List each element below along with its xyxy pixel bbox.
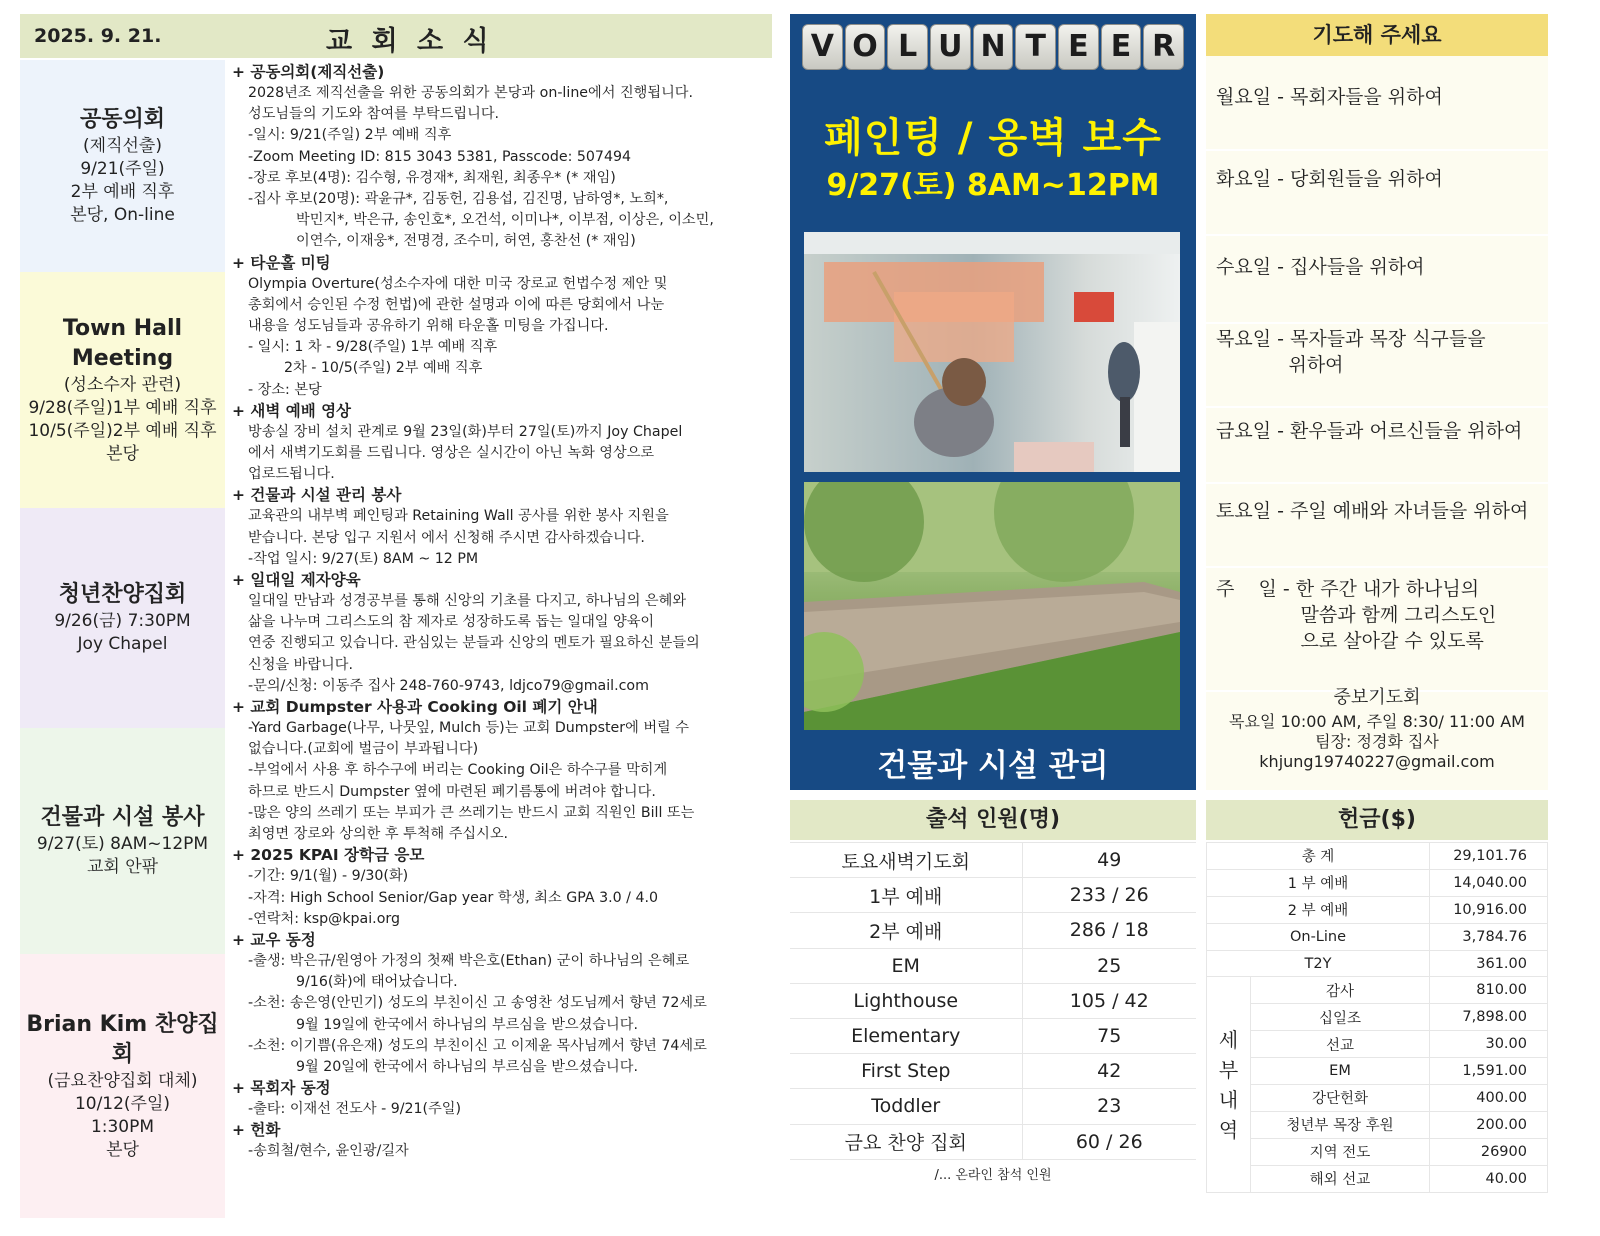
news-line: 방송실 장비 설치 관계로 9월 23일(화)부터 27일(토)까지 Joy Chapel [248,423,683,440]
offering-amount: 26900 [1430,1138,1548,1165]
attendance-count: 75 [1022,1018,1196,1053]
prayer-line: 금요일 - 환우들과 어르신들을 위하여 [1216,420,1523,442]
news-line: 2028년조 제직선출을 위한 공동의회가 본당과 on-line에서 진행됩니다. [248,85,693,101]
offering-amount: 14,040.00 [1430,869,1548,896]
news-line: 없습니다.(교회에 벌금이 부과됩니다) [248,741,479,758]
news-line: 교육관의 내부벽 페인팅과 Retaining Wall 공사를 위한 봉사 지원을 [248,508,669,525]
attendance-count: 42 [1022,1054,1196,1089]
news-line: -출타: 이재선 전도사 - 9/21(주일) [248,1101,462,1118]
prayer-item [1216,254,1425,280]
prayer-item [1216,576,1496,654]
event-line: 본당 [106,1140,139,1160]
news-line: 이연수, 이재웅*, 전명경, 조수미, 허연, 홍찬선 (* 재임) [296,233,636,250]
news-line: -문의/신청: 이동주 집사 248-760-9743, ldjco79@gmail.com [248,677,649,694]
attendance-label: 토요새벽기도회 [790,843,1022,878]
news-line: -출생: 박은규/원영아 가정의 첫째 박은호(Ethan) 군이 하나님의 은혜로 [248,952,690,969]
attendance-row [790,948,1196,983]
offering-detail-row [1207,1165,1548,1192]
meeting-leader: 팀장: 정경화 집사 [1315,732,1439,751]
event-line: 본당 [106,444,139,464]
volunteer-poster [790,14,1196,790]
news-line: 9월 19일에 한국에서 하나님의 부르심을 받으셨습니다. [296,1016,638,1033]
attendance-title: 출석 인원(명) [790,800,1196,840]
attendance-row [790,1089,1196,1124]
news-line: 9/16(화)에 태어났습니다. [296,974,458,991]
bulletin-date: 2025. 9. 21. [34,25,162,47]
church-news-section [20,14,772,1218]
offering-detail-char: 세 [1218,1027,1239,1052]
banner-letter-tile: O [845,24,886,70]
news-line: -기간: 9/1(월) - 9/30(화) [248,868,409,885]
event-line: Joy Chapel [77,634,168,654]
offering-label: 십일조 [1251,1004,1430,1031]
event-youth-worship [20,508,225,728]
news-item-heading: + 새벽 예배 영상 [232,401,352,420]
prayer-section [1206,14,1548,790]
news-header [20,14,772,58]
offering-amount: 7,898.00 [1430,1004,1548,1031]
news-line: 총회에서 승인된 수정 헌법)에 관한 설명과 이에 따른 당회에서 나눈 [248,296,665,313]
attendance-note: /... 온라인 참석 인원 [934,1168,1052,1183]
offering-amount: 400.00 [1430,1085,1548,1112]
prayer-line: 수요일 - 집사들을 위하여 [1216,256,1425,278]
news-line: -장로 후보(4명): 김수형, 유경재*, 최재원, 최종우* (* 재임) [248,169,616,186]
event-title: Town Hall Meeting [62,316,183,371]
attendance-label: Toddler [790,1089,1022,1124]
prayer-line: 토요일 - 주일 예배와 자녀들을 위하여 [1216,500,1529,522]
news-line: -소천: 송은영(안민기) 성도의 부친이신 고 송영찬 성도님께서 향년 72세로 [248,995,707,1012]
news-line: 신청을 바랍니다. [248,656,353,673]
prayer-divider [1206,406,1548,408]
news-line: -부엌에서 사용 후 하수구에 버리는 Cooking Oil은 하수구를 막히게 [248,762,668,779]
news-item-heading: + 헌화 [232,1121,281,1140]
attendance-row [790,843,1196,878]
event-line: 9/27(토) 8AM~12PM [36,834,209,854]
offering-amount: 29,101.76 [1430,843,1548,870]
offering-amount: 30.00 [1430,1031,1548,1058]
news-line: 하므로 반드시 Dumpster 옆에 마련된 폐기름통에 버려야 합니다. [248,783,656,800]
attendance-row [790,1018,1196,1053]
event-brian-kim-concert [20,954,225,1218]
news-item-heading: + 건물과 시설 관리 봉사 [232,486,402,505]
news-line: 최영면 장로와 상의한 후 투척해 주십시오. [248,826,509,843]
prayer-divider [1206,566,1548,568]
offering-amount: 3,784.76 [1430,923,1548,950]
offering-title: 헌금($) [1206,800,1548,840]
banner-letter-tile: N [973,24,1014,70]
offering-label: 선교 [1251,1031,1430,1058]
poster-caption: 건물과 시설 관리 [877,748,1109,784]
attendance-count: 23 [1022,1089,1196,1124]
news-item-heading: + 2025 KPAI 장학금 응모 [232,846,425,865]
news-title: 교 회 소 식 [326,26,494,57]
news-item-heading: + 목회자 동정 [232,1079,331,1098]
offering-label: 지역 전도 [1251,1138,1430,1165]
banner-letter-tile: L [887,24,928,70]
news-line: -일시: 9/21(주일) 2부 예배 직후 [248,127,452,144]
news-item-heading: + 공동의회(제직선출) [232,63,385,81]
banner-letter-tile: R [1143,24,1184,70]
offering-amount: 810.00 [1430,977,1548,1004]
offering-amount: 10,916.00 [1430,896,1548,923]
news-line: 성도님들의 기도와 참여를 부탁드립니다. [248,106,500,123]
news-item-heading: + 타운홀 미팅 [232,253,331,272]
prayer-divider [1206,322,1548,324]
event-title: Brian Kim 찬양집회 [26,1012,219,1067]
offering-detail-row [1207,1058,1548,1085]
attendance-label: Elementary [790,1018,1022,1053]
banner-letter-tile: T [1015,24,1056,70]
attendance-section [790,800,1196,1200]
attendance-row [790,878,1196,913]
attendance-label: 1부 예배 [790,878,1022,913]
offering-label: 1 부 예배 [1207,869,1430,896]
news-line: -자격: High School Senior/Gap year 학생, 최소 GPA 3.0 / 4.0 [248,889,659,906]
offering-row [1207,869,1548,896]
news-line: 받습니다. 본당 입구 지원서 에서 신청해 주시면 감사하겠습니다. [248,529,645,546]
event-line: 교회 안팎 [86,857,159,877]
offering-amount: 1,591.00 [1430,1058,1548,1085]
prayer-title: 기도해 주세요 [1206,14,1548,56]
offering-row [1207,896,1548,923]
news-line: -많은 양의 쓰레기 또는 부피가 큰 쓰레기는 반드시 교회 직원인 Bill 또는 [248,804,695,821]
intercessory-meeting [1206,684,1548,772]
attendance-count: 49 [1022,843,1196,878]
banner-letter-tile: V [802,24,843,70]
offering-detail-row [1207,1031,1548,1058]
banner-letter-tile: E [1058,24,1099,70]
offering-detail-row [1207,977,1548,1004]
event-title: 건물과 시설 봉사 [40,805,205,830]
offering-table [1206,842,1548,1193]
event-line: (제직선출) [83,136,162,156]
event-line: 9/21(주일) [80,159,165,179]
banner-letter-tile: U [930,24,971,70]
news-item-heading: + 일대일 제자양육 [232,571,361,590]
event-facility-service [20,728,225,954]
painting-photo [804,232,1180,472]
attendance-count: 25 [1022,948,1196,983]
meeting-time: 목요일 10:00 AM, 주일 8:30/ 11:00 AM [1229,712,1525,731]
attendance-row [790,1054,1196,1089]
offering-detail-label [1207,977,1251,1192]
event-title: 청년찬양집회 [58,582,187,607]
offering-label: 총 계 [1207,843,1430,870]
news-line: -작업 일시: 9/27(토) 8AM ~ 12 PM [248,550,479,567]
prayer-line: 화요일 - 당회원들을 위하여 [1216,168,1443,190]
attendance-label: 2부 예배 [790,913,1022,948]
meeting-email: khjung19740227@gmail.com [1259,752,1495,771]
news-line: 일대일 만남과 성경공부를 통해 신앙의 기초를 다지고, 하나님의 은혜와 [248,593,687,610]
event-title: 공동의회 [79,107,165,132]
attendance-label: 금요 찬양 집회 [790,1124,1022,1159]
attendance-count: 286 / 18 [1022,913,1196,948]
news-line: -집사 후보(20명): 곽윤규*, 김동헌, 김용섭, 김진명, 남하영*, 노희*, [248,191,669,208]
offering-amount: 200.00 [1430,1111,1548,1138]
attendance-row [790,983,1196,1018]
prayer-divider [1206,482,1548,484]
news-line: 9월 20일에 한국에서 하나님의 부르심을 받으셨습니다. [296,1058,638,1075]
prayer-divider [1206,149,1548,151]
prayer-line: 월요일 - 목회자들을 위하여 [1216,86,1443,108]
attendance-table [790,842,1196,1160]
offering-row [1207,923,1548,950]
event-line: (금요찬양집회 대체) [47,1071,198,1091]
news-line: -송희철/현수, 윤인광/길자 [248,1143,409,1160]
event-line: (성소수자 관련) [63,375,182,395]
meeting-title: 중보기도회 [1333,687,1421,708]
offering-label: 2 부 예배 [1207,896,1430,923]
news-item-heading: + 교우 동정 [232,930,316,949]
prayer-item [1216,418,1522,444]
offering-detail-row [1207,1111,1548,1138]
event-line: 10/5(주일)2부 예배 직후 [28,421,217,441]
attendance-count: 105 / 42 [1022,983,1196,1018]
offering-label: 감사 [1251,977,1430,1004]
news-line: - 일시: 1 차 - 9/28(주일) 1부 예배 직후 [248,339,498,356]
event-line: 2부 예배 직후 [70,182,175,202]
offering-label: 강단헌화 [1251,1085,1430,1112]
news-line: 박민지*, 박은규, 송인호*, 오건석, 이미나*, 이부점, 이상은, 이소민, [296,212,714,229]
event-line: 본당, On-line [70,205,175,225]
volunteer-banner [802,24,1184,74]
offering-amount: 361.00 [1430,950,1548,977]
news-line: 연중 진행되고 있습니다. 관심있는 분들과 신앙의 멘토가 필요하신 분들의 [248,635,700,652]
prayer-item [1216,84,1443,110]
attendance-row [790,1124,1196,1159]
offering-label: 청년부 목장 후원 [1251,1111,1430,1138]
attendance-count: 233 / 26 [1022,878,1196,913]
offering-label: On-Line [1207,923,1430,950]
offering-label: 해외 선교 [1251,1165,1430,1192]
news-line: -소천: 이기쁨(유은재) 성도의 부친이신 고 이제윤 목사님께서 향년 74세로 [248,1037,707,1054]
attendance-label: Lighthouse [790,983,1022,1018]
news-line: 업로드됩니다. [248,466,335,483]
event-line: 9/28(주일)1부 예배 직후 [28,398,217,418]
news-line: Olympia Overture(성소수자에 대한 미국 장로교 헌법수정 제안 및 [248,275,668,292]
prayer-item [1216,326,1486,378]
offering-row [1207,843,1548,870]
offering-amount: 40.00 [1430,1165,1548,1192]
banner-letter-tile: E [1101,24,1142,70]
event-line: 9/26(금) 7:30PM [54,611,191,631]
event-joint-assembly [20,60,225,272]
poster-date: 9/27(토) 8AM~12PM [826,168,1160,203]
prayer-item [1216,498,1528,524]
offering-detail-char: 부 [1218,1057,1239,1082]
offering-detail-char: 역 [1218,1117,1239,1142]
attendance-label: EM [790,948,1022,983]
offering-detail-char: 내 [1218,1087,1239,1112]
prayer-line: 목요일 - 목자들과 목장 식구들을 [1216,328,1486,350]
offering-label: EM [1251,1058,1430,1085]
prayer-divider [1206,234,1548,236]
news-line: -연락처: ksp@kpai.org [248,910,400,927]
retaining-wall-photo [804,482,1180,730]
news-line: -Yard Garbage(나무, 나뭇잎, Mulch 등)는 교회 Dumpster에 버릴 수 [248,720,689,737]
prayer-item [1216,166,1443,192]
news-line: 삶을 나누며 그리스도의 참 제자로 성장하도록 돕는 일대일 양육이 [248,614,655,631]
offering-detail-row [1207,1004,1548,1031]
prayer-line: 위하여 [1216,354,1344,376]
offering-label: T2Y [1207,950,1430,977]
offering-detail-row [1207,1138,1548,1165]
news-item-heading: + 교회 Dumpster 사용과 Cooking Oil 폐기 안내 [232,698,598,717]
attendance-count: 60 / 26 [1022,1124,1196,1159]
offering-detail-row [1207,1085,1548,1112]
prayer-line: 으로 살아갈 수 있도록 [1216,630,1484,652]
news-line: 2차 - 10/5(주일) 2부 예배 직후 [284,360,483,377]
offering-section [1206,800,1548,1192]
news-body [232,62,772,1163]
news-line: - 장소: 본당 [248,381,322,398]
offering-row [1207,950,1548,977]
poster-title: 페인팅 / 옹벽 보수 [824,115,1162,161]
prayer-line: 주 일 - 한 주간 내가 하나님의 [1216,578,1480,600]
event-line: 10/12(주일) [74,1094,171,1114]
attendance-label: First Step [790,1054,1022,1089]
news-line: 내용을 성도님들과 공유하기 위해 타운홀 미팅을 가집니다. [248,318,609,335]
attendance-row [790,913,1196,948]
news-line: 에서 새벽기도회를 드립니다. 영상은 실시간이 아닌 녹화 영상으로 [248,445,655,462]
prayer-line: 말씀과 함께 그리스도인 [1216,604,1497,626]
news-line: -Zoom Meeting ID: 815 3043 5381, Passcode: 507494 [248,148,632,165]
event-town-hall [20,272,225,508]
event-line: 1:30PM [90,1117,155,1137]
